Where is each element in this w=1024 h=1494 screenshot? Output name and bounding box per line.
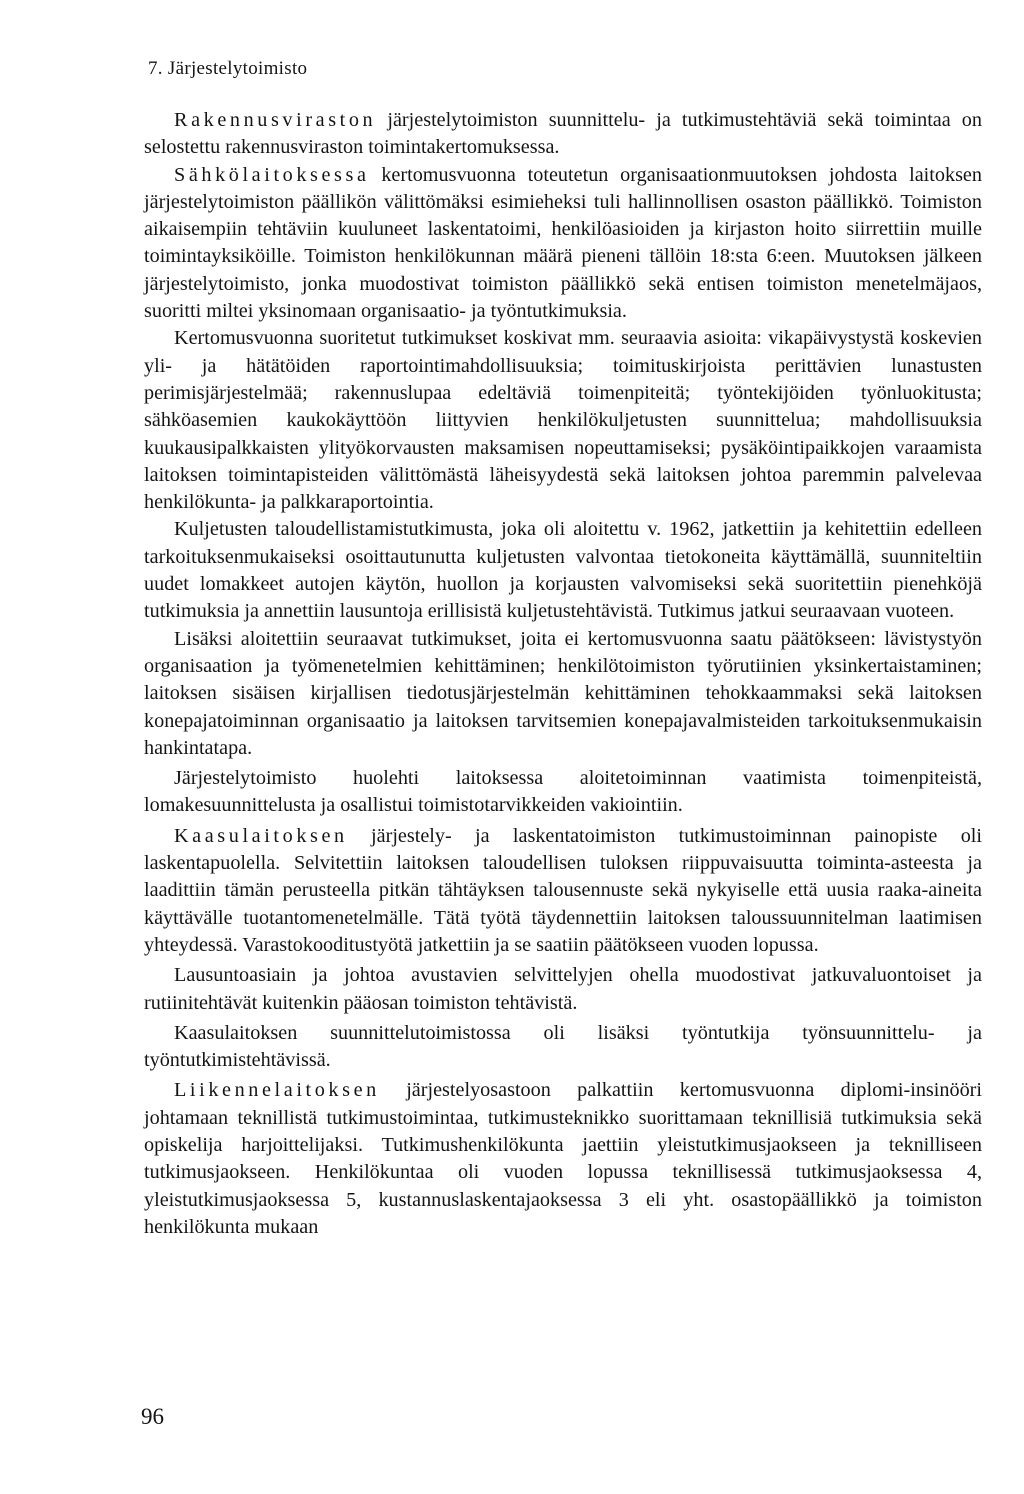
paragraph-lead-spaced: Sähkölaitoksessa: [174, 163, 370, 186]
paragraph-text: Järjestelytoimisto huolehti laitoksessa aloitetoiminnan vaatimista toimenpiteistä, lomakesuunnittelusta ja osallistui toimistotarvikkeiden vakiointiin.: [144, 767, 982, 817]
paragraph-text: kertomusvuonna toteutetun organisaationmuutoksen johdosta laitoksen järjestelytoimiston päällikön välittömäksi esimieheksi tuli hallinnollisen osaston päällikkö. Toimiston aikaisempiin tehtäviin kuuluneet laskentatoimi, henkilöasioiden ja kirjaston hoito siirrettiin muille toimintayksiköille. Toimiston henkilökunnan määrä pieneni tällöin 18:sta 6:een. Muutoksen jälkeen järjestelytoimisto, jonka muodostivat toimiston päällikkö sekä entisen toimiston menetelmäjaos, suoritti miltei yksinomaan organisaatio- ja työntutkimuksia.: [144, 163, 982, 323]
paragraph-text: järjestelyosastoon palkattiin kertomusvuonna diplomi-insinööri johtamaan teknillistä tutkimustoimintaa, tutkimusteknikko suorittamaan teknillisiä tutkimuksia sekä opiskelija harjoittelijaksi. Tutkimushenkilökunta jaettiin yleistutkimusjaokseen ja teknilliseen tutkimusjaokseen. Henkilökuntaa oli vuoden lopussa teknillisessä tutkimusjaoksessa 4, yleistutkimusjaoksessa 5, kustannuslaskentajaoksessa 3 eli yht. osastopäällikkö ja toimiston henkilökunta mukaan: [144, 1079, 982, 1238]
paragraph: [144, 162, 982, 326]
paragraph-text: Kaasulaitoksen suunnittelutoimistossa oli lisäksi työntutkija työnsuunnittelu- ja työntutkimistehtävissä.: [144, 1021, 982, 1072]
paragraph: [144, 626, 982, 762]
paragraph-text: järjestelytoimiston suunnittelu- ja tutkimustehtäviä sekä toimintaa on selostettu rakennusviraston toimintakertomuksessa.: [144, 109, 982, 159]
paragraph: [144, 107, 982, 162]
paragraph-text: Lisäksi aloitettiin seuraavat tutkimukset, joita ei kertomusvuonna saatu päätökseen: lävistystyön organisaation ja työmenetelmien kehittäminen; henkilötoimiston työrutiinien yksinkertaistaminen; laitoksen sisäisen kirjallisen tiedotusjärjestelmän kehittäminen tehokkaammaksi sekä laitoksen konepajatoiminnan organisaatio ja laitoksen tarvitsemien konepajavalmisteiden tarkoituksenmukaisin hankintatapa.: [144, 627, 982, 759]
paragraph: [144, 1020, 982, 1075]
paragraph-text: järjestely- ja laskentatoimiston tutkimustoiminnan painopiste oli laskentapuolella. Selvitettiin laitoksen taloudellisen tuloksen riippuvaisuutta toiminta-asteesta ja laadittiin tämän perusteella pitkän tähtäyksen talousennuste sekä nykyiselle että uusia raaka-aineita käyttävälle tuotantomenetelmälle. Tätä työtä täydennettiin laitoksen taloussuunnitelman laatimisen yhteydessä. Varastokooditustyötä jatkettiin ja se saatiin päätökseen vuoden lopussa.: [144, 824, 982, 956]
paragraph: [144, 823, 982, 959]
paragraph-lead-spaced: Kaasulaitoksen: [174, 824, 348, 847]
paragraph: [144, 765, 982, 820]
paragraph-text: Kuljetusten taloudellistamistutkimusta, joka oli aloitettu v. 1962, jatkettiin ja kehitettiin edelleen tarkoituksenmukaiseksi osoittautunutta kuljetusten valvontaa tietokoneita käyttämällä, suunniteltiin uudet lomakkeet autojen käytön, huollon ja korjausten valvomiseksi sekä suoritettiin pienehköjä tutkimuksia ja annettiin lausuntoja erillisistä kuljetustehtävistä. Tutkimus jatkui seuraavaan vuoteen.: [144, 518, 982, 623]
paragraph-lead-spaced: Liikennelaitoksen: [174, 1079, 380, 1102]
paragraph-lead-spaced: Rakennusviraston: [174, 109, 377, 131]
paragraph: [144, 325, 982, 516]
paragraph: [144, 516, 982, 625]
body-text: [144, 107, 982, 1241]
page-number: 96: [141, 1404, 164, 1429]
paragraph-text: Kertomusvuonna suoritetut tutkimukset koskivat mm. seuraavia asioita: vikapäivystystä koskevien yli- ja hätätöiden raportointimahdollisuuksia; toimituskirjoista perittävien lunastusten perimisjärjestelmää; rakennuslupaa edeltäviä toimenpiteitä; työntekijöiden työnluokitusta; sähköasemien kaukokäyttöön liittyvien henkilökuljetusten suunnittelua; mahdollisuuksia kuukausipalkkaisten ylityökorvausten maksamisen nopeuttamiseksi; pysäköintipaikkojen varaamista laitoksen toimintapisteiden välittömästä läheisyydestä sekä laitoksen johtoa paremmin palvelevaa henkilökunta- ja palkkaraportointia.: [144, 327, 982, 514]
paragraph: [144, 962, 982, 1017]
paragraph: [144, 1077, 982, 1241]
running-header-title: 7. Järjestelytoimisto: [148, 58, 308, 79]
paragraph-text: Lausuntoasiain ja johtoa avustavien selvittelyjen ohella muodostivat jatkuvaluontoiset ja rutiinitehtävät kuitenkin pääosan toimiston tehtävistä.: [144, 964, 982, 1014]
